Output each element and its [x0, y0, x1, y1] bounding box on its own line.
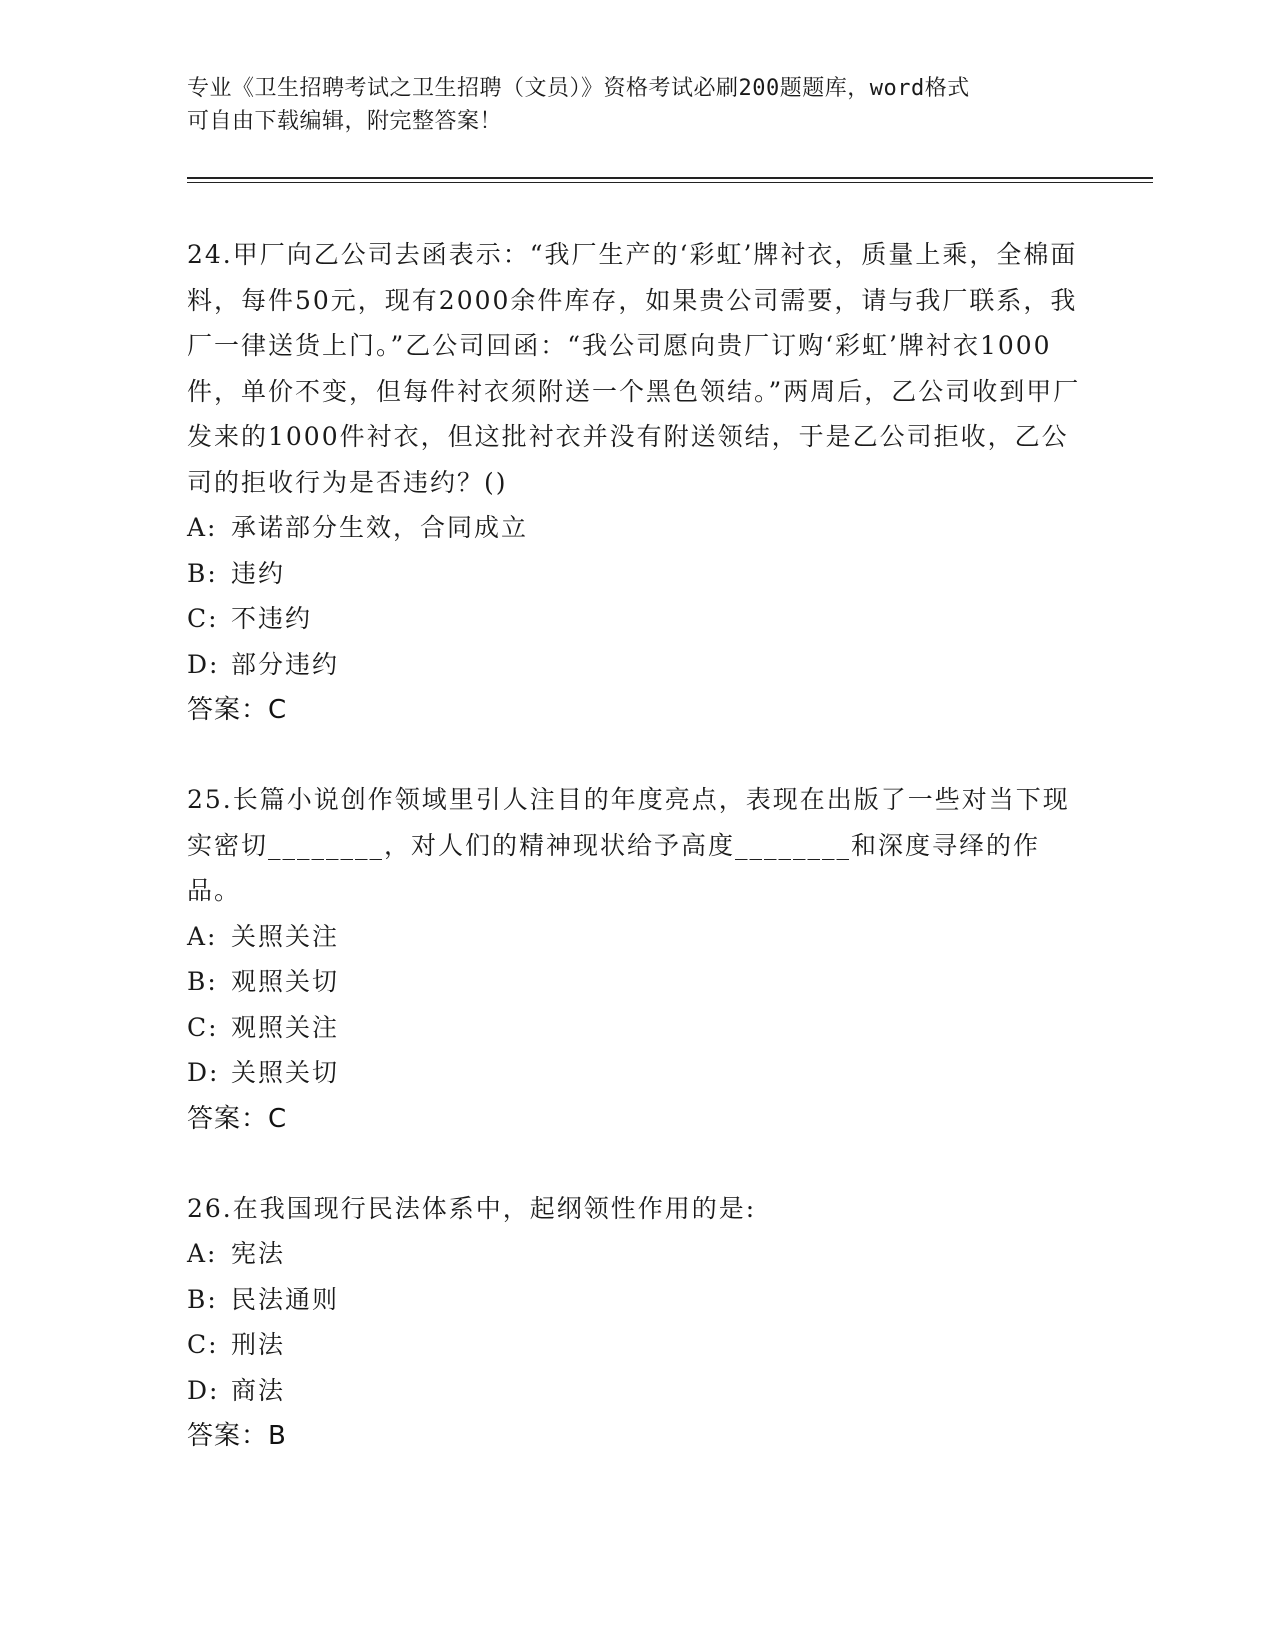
option-text: 关照关注: [231, 921, 340, 951]
option-a: [187, 505, 1087, 551]
question-25: [187, 777, 1087, 1142]
question-stem: 25.长篇小说创作领域里引人注目的年度亮点，表现在出版了一些对当下现实密切________，对人们的精神现状给予高度________和深度寻绎的作品。: [187, 785, 1070, 905]
option-letter: D:: [187, 649, 220, 679]
question-stem: 26.在我国现行民法体系中，起纲领性作用的是:: [187, 1193, 757, 1223]
option-d: [187, 642, 1087, 688]
option-text: 承诺部分生效，合同成立: [231, 513, 529, 542]
option-text: 观照关切: [231, 967, 340, 996]
answer: 答案：C: [187, 1103, 288, 1134]
option-d: [187, 1050, 1087, 1096]
option-b: [187, 959, 1087, 1005]
option-letter: C:: [187, 604, 219, 633]
option-text: 商法: [231, 1375, 286, 1405]
option-letter: B:: [187, 558, 218, 588]
question-stem: 24.甲厂向乙公司去函表示：“我厂生产的‘彩虹’牌衬衣，质量上乘，全棉面料，每件50元，现有2000余件库存，如果贵公司需要，请与我厂联系，我厂一律送货上门。”乙公司回函：“我公司愿向贵厂订购‘彩虹’牌衬衣1000件，单价不变，但每件衬衣须附送一个黑色领结。”两周后，乙公司收到甲厂发来的1000件衬衣，但这批衬衣并没有附送领结，于是乙公司拒收，乙公司的拒收行为是否违约？(): [187, 240, 1081, 497]
header-divider-thin: [187, 182, 1153, 183]
option-text: 违约: [231, 558, 286, 588]
option-letter: D:: [187, 1058, 220, 1087]
option-letter: C:: [187, 1330, 219, 1359]
option-c: [187, 596, 1087, 642]
option-text: 民法通则: [231, 1284, 340, 1314]
header-divider-thick: [187, 177, 1153, 179]
header-line-1: 专业《卫生招聘考试之卫生招聘（文员）》资格考试必刷200题题库，word格式: [187, 76, 970, 101]
option-b: [187, 1277, 1087, 1323]
option-text: 观照关注: [231, 1012, 340, 1042]
option-letter: A:: [187, 1239, 218, 1268]
document-header: [187, 72, 1087, 138]
question-list: [187, 232, 1087, 1503]
option-a: [187, 914, 1087, 960]
answer: 答案：B: [187, 1421, 287, 1451]
option-text: 部分违约: [231, 649, 340, 679]
option-text: 刑法: [231, 1330, 286, 1359]
answer: 答案：C: [187, 695, 288, 725]
option-letter: A:: [187, 921, 218, 951]
question-24: [187, 232, 1087, 733]
option-letter: B:: [187, 1284, 218, 1314]
header-line-2: 可自由下载编辑，附完整答案！: [187, 109, 503, 134]
option-letter: D:: [187, 1375, 220, 1405]
question-26: [187, 1186, 1087, 1460]
option-text: 关照关切: [231, 1058, 340, 1087]
option-text: 不违约: [231, 604, 313, 633]
option-d: [187, 1368, 1087, 1414]
option-text: 宪法: [231, 1239, 286, 1268]
option-c: [187, 1005, 1087, 1051]
option-b: [187, 551, 1087, 597]
option-letter: B:: [187, 967, 218, 996]
option-letter: C:: [187, 1012, 219, 1042]
option-c: [187, 1322, 1087, 1368]
option-letter: A:: [187, 513, 218, 542]
option-a: [187, 1231, 1087, 1277]
